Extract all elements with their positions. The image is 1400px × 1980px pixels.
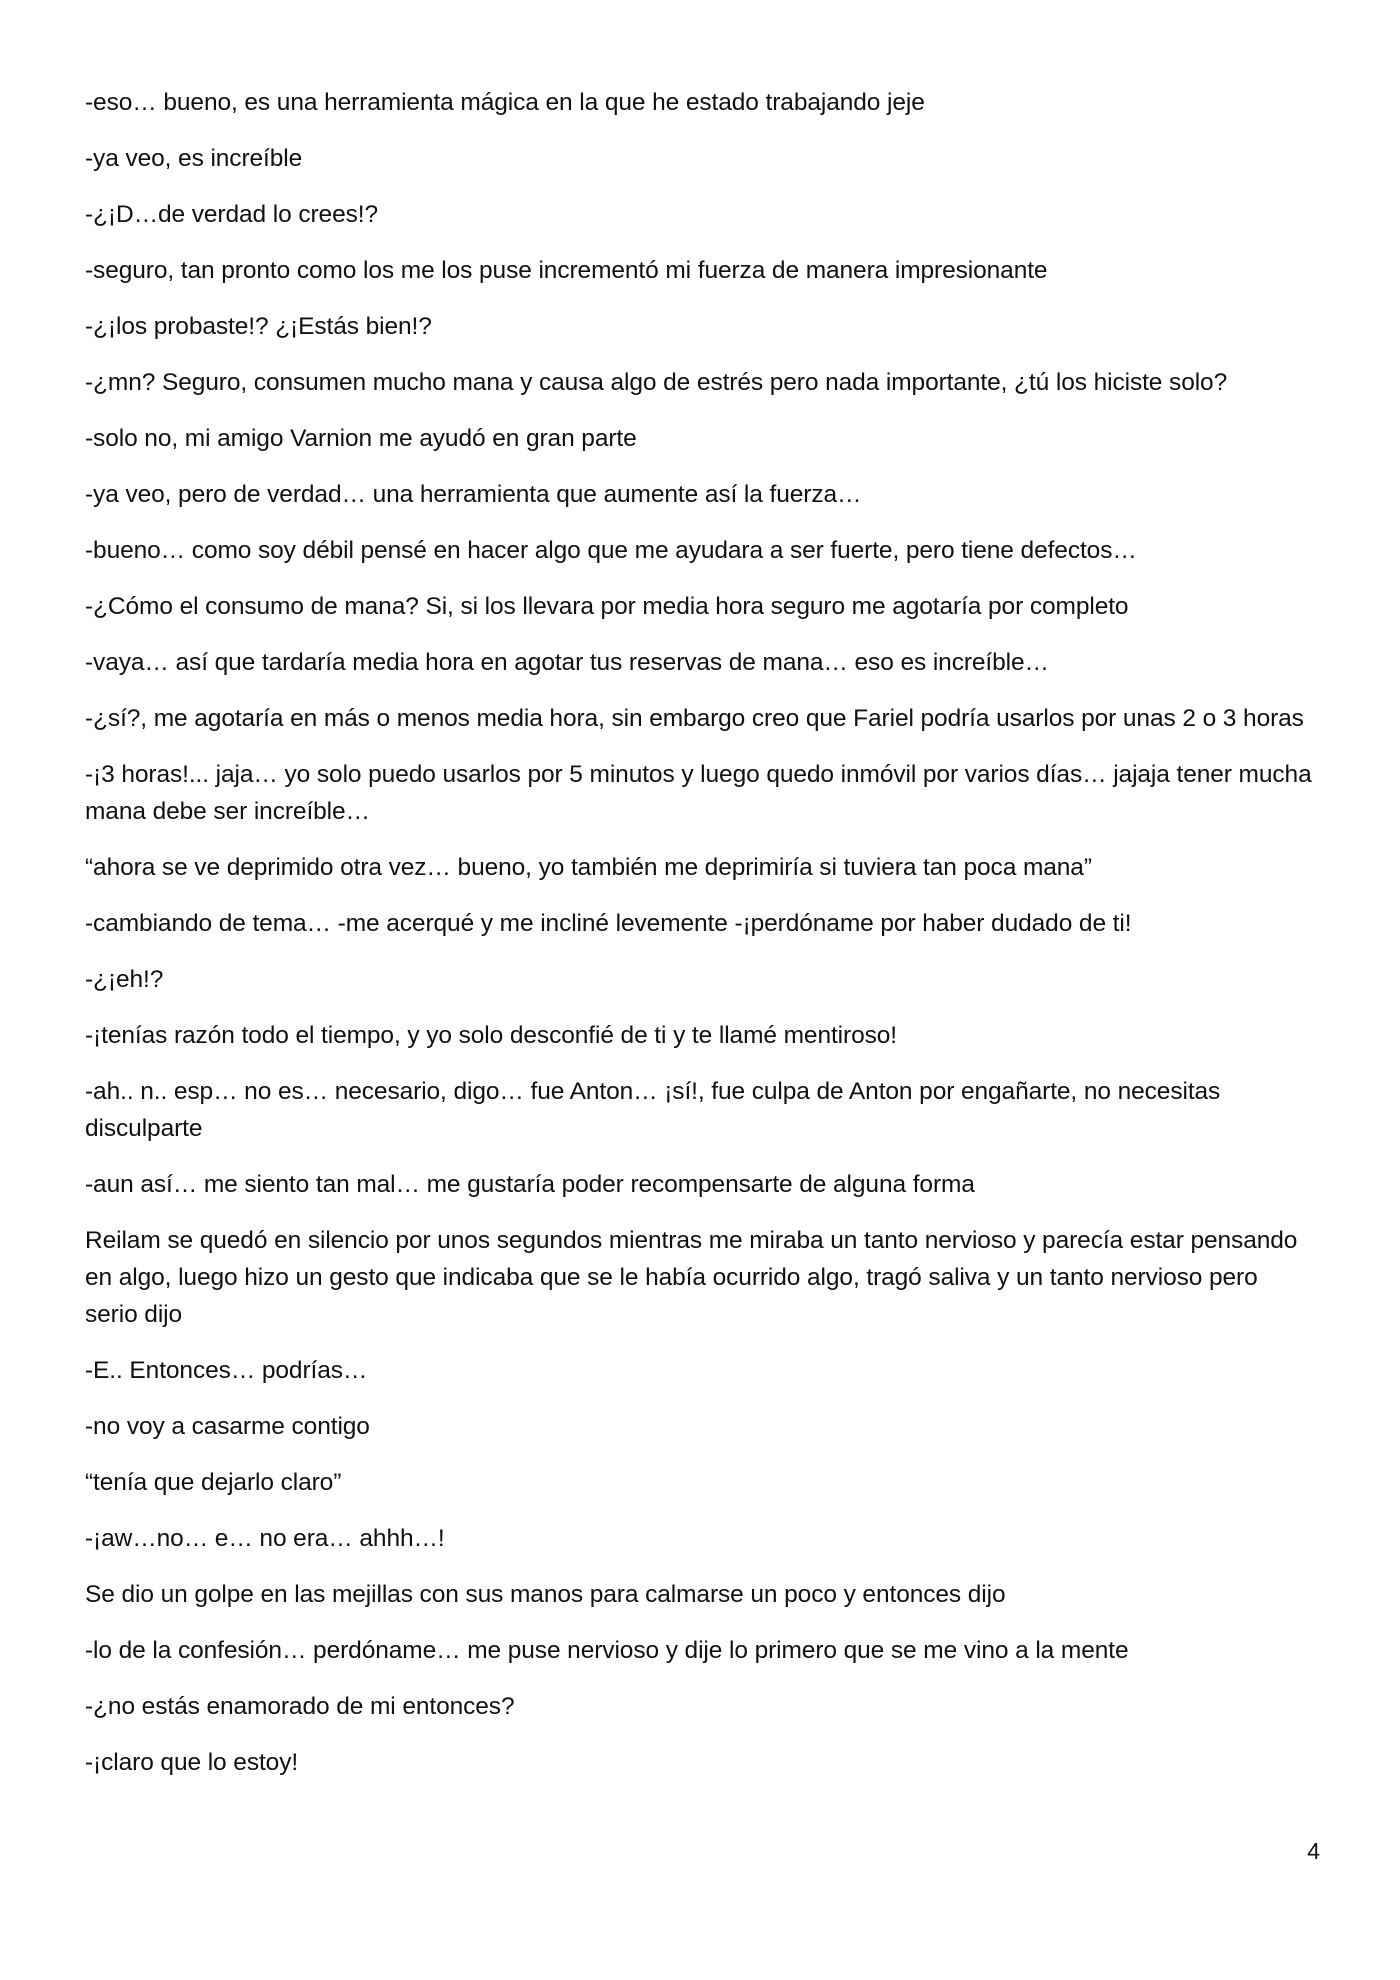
paragraph: -seguro, tan pronto como los me los puse incrementó mi fuerza de manera impresionante [85, 257, 1048, 284]
paragraph: -ah.. n.. esp… no es… necesario, digo… fue Anton… ¡sí!, fue culpa de Anton por engañarte, no necesitas disculparte [85, 1078, 1221, 1142]
paragraph: -eso… bueno, es una herramienta mágica en la que he estado trabajando jeje [85, 89, 925, 116]
paragraph: -¡tenías razón todo el tiempo, y yo solo desconfié de ti y te llamé mentiroso! [85, 1022, 897, 1049]
paragraph: -¡3 horas!... jaja… yo solo puedo usarlos por 5 minutos y luego quedo inmóvil por varios días… jajaja tener mucha mana debe ser increíble… [85, 761, 1312, 825]
paragraph: -¿¡los probaste!? ¿¡Estás bien!? [85, 313, 432, 340]
paragraph: -¿Cómo el consumo de mana? Si, si los llevara por media hora seguro me agotaría por completo [85, 593, 1129, 620]
paragraph: “ahora se ve deprimido otra vez… bueno, yo también me deprimiría si tuviera tan poca mana” [85, 854, 1092, 881]
document-body [85, 84, 1315, 1800]
paragraph: -¿mn? Seguro, consumen mucho mana y causa algo de estrés pero nada importante, ¿tú los hiciste solo? [85, 369, 1228, 396]
paragraph: Se dio un golpe en las mejillas con sus manos para calmarse un poco y entonces dijo [85, 1581, 1006, 1608]
paragraph: -¿no estás enamorado de mi entonces? [85, 1693, 515, 1720]
paragraph: -¡claro que lo estoy! [85, 1749, 299, 1776]
paragraph: -ya veo, es increíble [85, 145, 303, 172]
paragraph: -no voy a casarme contigo [85, 1413, 370, 1440]
paragraph: -vaya… así que tardaría media hora en agotar tus reservas de mana… eso es increíble… [85, 649, 1049, 676]
paragraph: -¿¡D…de verdad lo crees!? [85, 201, 378, 228]
page-number: 4 [1307, 1838, 1320, 1864]
paragraph: -solo no, mi amigo Varnion me ayudó en gran parte [85, 425, 637, 452]
paragraph: -¡aw…no… e… no era… ahhh…! [85, 1525, 445, 1552]
paragraph: “tenía que dejarlo claro” [85, 1469, 342, 1496]
paragraph: -E.. Entonces… podrías… [85, 1357, 368, 1384]
paragraph: -lo de la confesión… perdóname… me puse nervioso y dije lo primero que se me vino a la mente [85, 1637, 1129, 1664]
paragraph: -¿¡eh!? [85, 966, 164, 993]
paragraph: -aun así… me siento tan mal… me gustaría poder recompensarte de alguna forma [85, 1171, 975, 1198]
paragraph: -ya veo, pero de verdad… una herramienta que aumente así la fuerza… [85, 481, 862, 508]
paragraph: -¿sí?, me agotaría en más o menos media hora, sin embargo creo que Fariel podría usarlos por unas 2 o 3 horas [85, 705, 1304, 732]
paragraph: -cambiando de tema… -me acerqué y me incliné levemente -¡perdóname por haber dudado de ti! [85, 910, 1132, 937]
paragraph: -bueno… como soy débil pensé en hacer algo que me ayudara a ser fuerte, pero tiene defectos… [85, 537, 1137, 564]
paragraph: Reilam se quedó en silencio por unos segundos mientras me miraba un tanto nervioso y parecía estar pensando en algo, luego hizo un gesto que indicaba que se le había ocurrido algo, tragó saliva y un tanto nervioso pero serio dijo [85, 1227, 1298, 1328]
